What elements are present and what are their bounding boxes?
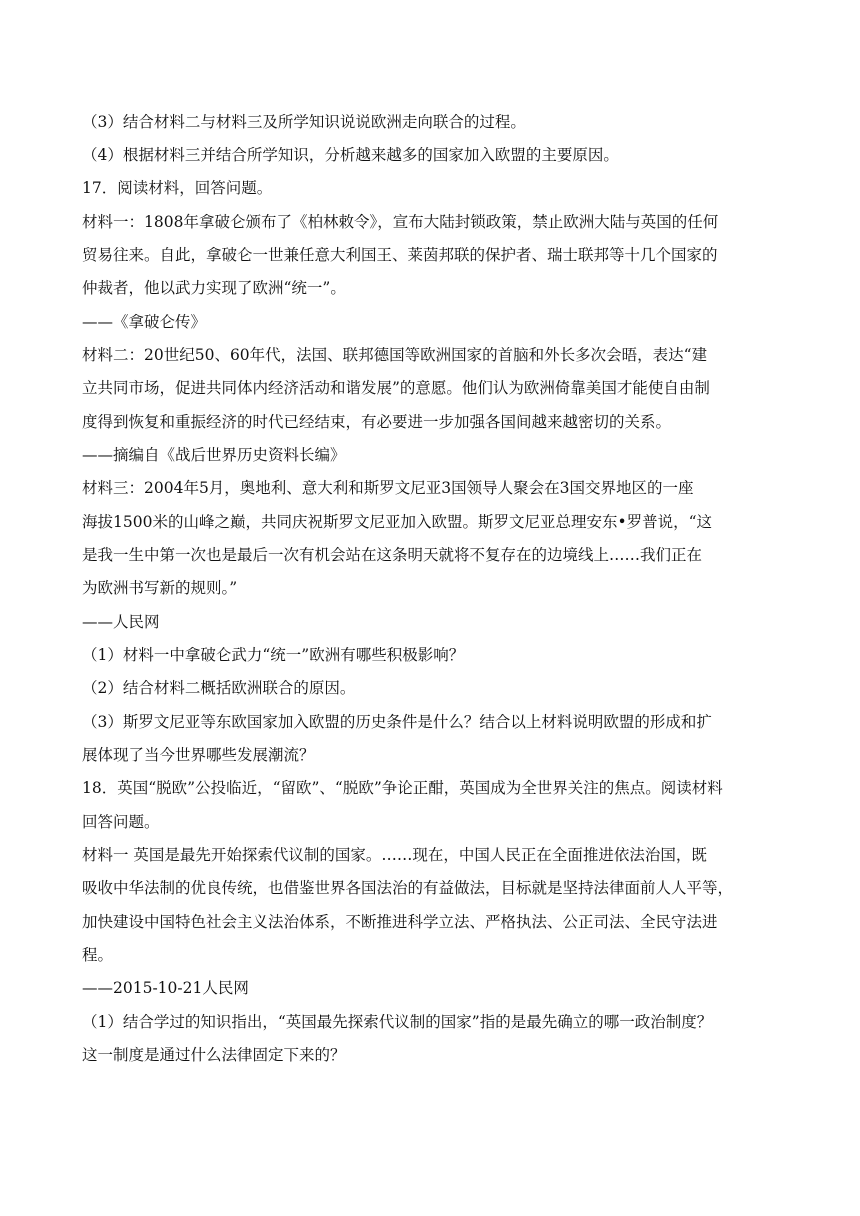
q18-heading-line2: 回答问题。 [82,813,160,831]
q18-material1-line1: 材料一 英国是最先开始探索代议制的国家。……现在，中国人民正在全面推进依法治国，既 [82,846,707,864]
q18-material1-line3: 加快建设中国特色社会主义法治体系，不断推进科学立法、严格执法、公正司法、全民守法进 [82,913,718,931]
q17-material3-line4: 为欧洲书写新的规则。” [82,579,238,597]
q17-material2-line1: 材料二：20世纪50、60年代，法国、联邦德国等欧洲国家的首脑和外长多次会晤，表达“建 [82,346,708,364]
q17-material2-line3: 度得到恢复和重振经济的时代已经结束，有必要进一步加强各国间越来越密切的关系。 [82,413,672,431]
q17-material1-line2: 贸易往来。自此，拿破仑一世兼任意大利国王、莱茵邦联的保护者、瑞士联邦等十几个国家的 [82,246,718,264]
q17-heading: 17．阅读材料，回答问题。 [82,179,273,197]
q17-material3-line2: 海拔1500米的山峰之巅，共同庆祝斯罗文尼亚加入欧盟。斯罗文尼亚总理安东•罗普说，“这 [82,513,713,531]
q17-sub3-line2: 展体现了当今世界哪些发展潮流？ [82,746,315,764]
q18-sub1-line2: 这一制度是通过什么法律固定下来的？ [82,1046,346,1064]
q17-material3-source: ——人民网 [82,613,160,631]
q17-sub2: （2）结合材料二概括欧洲联合的原因。 [82,679,356,697]
q17-material2-source: ——摘编自《战后世界历史资料长编》 [82,446,346,464]
q18-material1-source: ——2015-10-21人民网 [82,979,249,997]
q17-sub3-line1: （3）斯罗文尼亚等东欧国家加入欧盟的历史条件是什么？结合以上材料说明欧盟的形成和扩 [82,713,712,731]
q16-sub3: （3）结合材料二与材料三及所学知识说说欧洲走向联合的过程。 [82,113,526,131]
q18-sub1-line1: （1）结合学过的知识指出，“英国最先探索代议制的国家”指的是最先确立的哪一政治制度？ [82,1013,713,1031]
q17-material2-line2: 立共同市场，促进共同体内经济活动和谐发展”的意愿。他们认为欧洲倚靠美国才能使自由制 [82,379,710,397]
q17-material3-line3: 是我一生中第一次也是最后一次有机会站在这条明天就将不复存在的边境线上……我们正在 [82,546,703,564]
q18-material1-line2: 吸收中华法制的优良传统，也借鉴世界各国法治的有益做法，目标就是坚持法律面前人人平等， [82,879,734,897]
q17-material1-line3: 仲裁者，他以武力实现了欧洲“统一”。 [82,279,346,297]
q17-material3-line1: 材料三：2004年5月，奥地利、意大利和斯罗文尼亚3国领导人聚会在3国交界地区的一座 [82,479,694,497]
q17-material1-line1: 材料一：1808年拿破仑颁布了《柏林敕令》，宣布大陆封锁政策，禁止欧洲大陆与英国的任何 [82,213,719,231]
q17-sub1: （1）材料一中拿破仑武力“统一”欧洲有哪些积极影响？ [82,646,465,664]
q16-sub4: （4）根据材料三并结合所学知识，分析越来越多的国家加入欧盟的主要原因。 [82,146,619,164]
q18-heading-line1: 18．英国“脱欧”公投临近，“留欧”、“脱欧”争论正酣，英国成为全世界关注的焦点。阅读材料 [82,779,723,797]
q17-material1-source: ——《拿破仑传》 [82,313,207,331]
q18-material1-line4: 程。 [82,946,114,964]
